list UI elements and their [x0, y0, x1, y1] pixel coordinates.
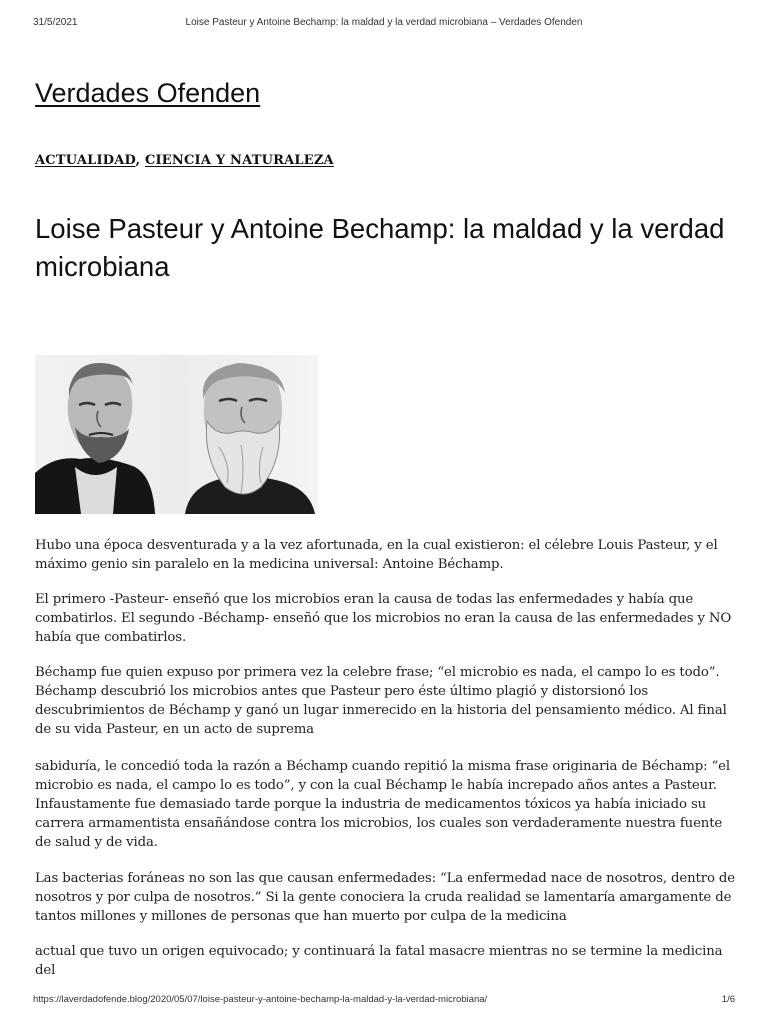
print-header-title: Loise Pasteur y Antoine Bechamp: la maldad y la verdad microbiana – Verdades Ofenden [185, 17, 583, 28]
category-link-ciencia[interactable]: CIENCIA Y NATURALEZA [144, 153, 334, 168]
category-link-actualidad[interactable]: ACTUALIDAD [35, 153, 136, 168]
article-paragraph: Las bacterias foráneas no son las que causan enfermedades: “La enfermedad nace de nosotros, dentro de nosotros y por culpa de nosotros.” Si la gente conociera la cruda realidad se lamentaría amargamente de tantos millones y millones de personas que han muerto por culpa de la medicina [35, 871, 735, 924]
article-title: Loise Pasteur y Antoine Bechamp: la maldad y la verdad microbiana [35, 213, 725, 282]
pasteur-bechamp-portrait-image [35, 355, 318, 514]
category-separator: , [135, 153, 145, 168]
article-paragraph: sabiduría, le concedió toda la razón a Béchamp cuando repitió la misma frase originaria de Béchamp: “el microbio es nada, el campo lo es todo”, y con la cual Béchamp le había increpado años antes a Pasteur. Infaustamente fue demasiado tarde porque la industria de medicamentos tóxicos ya había iniciado su carrera armamentista ensañándose contra los microbios, los cuales son verdaderamente nuestra fuente de salud y de vida. [35, 759, 731, 850]
print-date: 31/5/2021 [33, 17, 78, 28]
print-page-number: 1/6 [721, 994, 735, 1005]
site-title-link[interactable]: Verdades Ofenden [35, 78, 261, 108]
print-footer-url: https://laverdadofende.blog/2020/05/07/loise-pasteur-y-antoine-bechamp-la-maldad-y-la-verdad-microbiana/ [33, 994, 488, 1005]
article-paragraph: Hubo una época desventurada y a la vez afortunada, en la cual existieron: el célebre Louis Pasteur, y el máximo genio sin paralelo en la medicina universal: Antoine Béchamp. [35, 538, 718, 572]
article-paragraph: Béchamp fue quien expuso por primera vez la celebre frase; “el microbio es nada, el campo lo es todo”. Béchamp descubrió los microbios antes que Pasteur pero éste último plagió y distorsionó los descubrimientos de Béchamp y ganó un lugar inmerecido en la historia del pensamiento médico. Al final de su vida Pasteur, en un acto de suprema [35, 665, 727, 737]
article-paragraph: actual que tuvo un origen equivocado; y continuará la fatal masacre mientras no se termine la medicina del [35, 944, 723, 978]
article-paragraph: El primero -Pasteur- enseñó que los microbios eran la causa de todas las enfermedades y había que combatirlos. El segundo -Béchamp- enseñó que los microbios no eran la causa de las enfermedades y NO había que combatirlos. [35, 592, 732, 645]
category-list [35, 153, 334, 168]
